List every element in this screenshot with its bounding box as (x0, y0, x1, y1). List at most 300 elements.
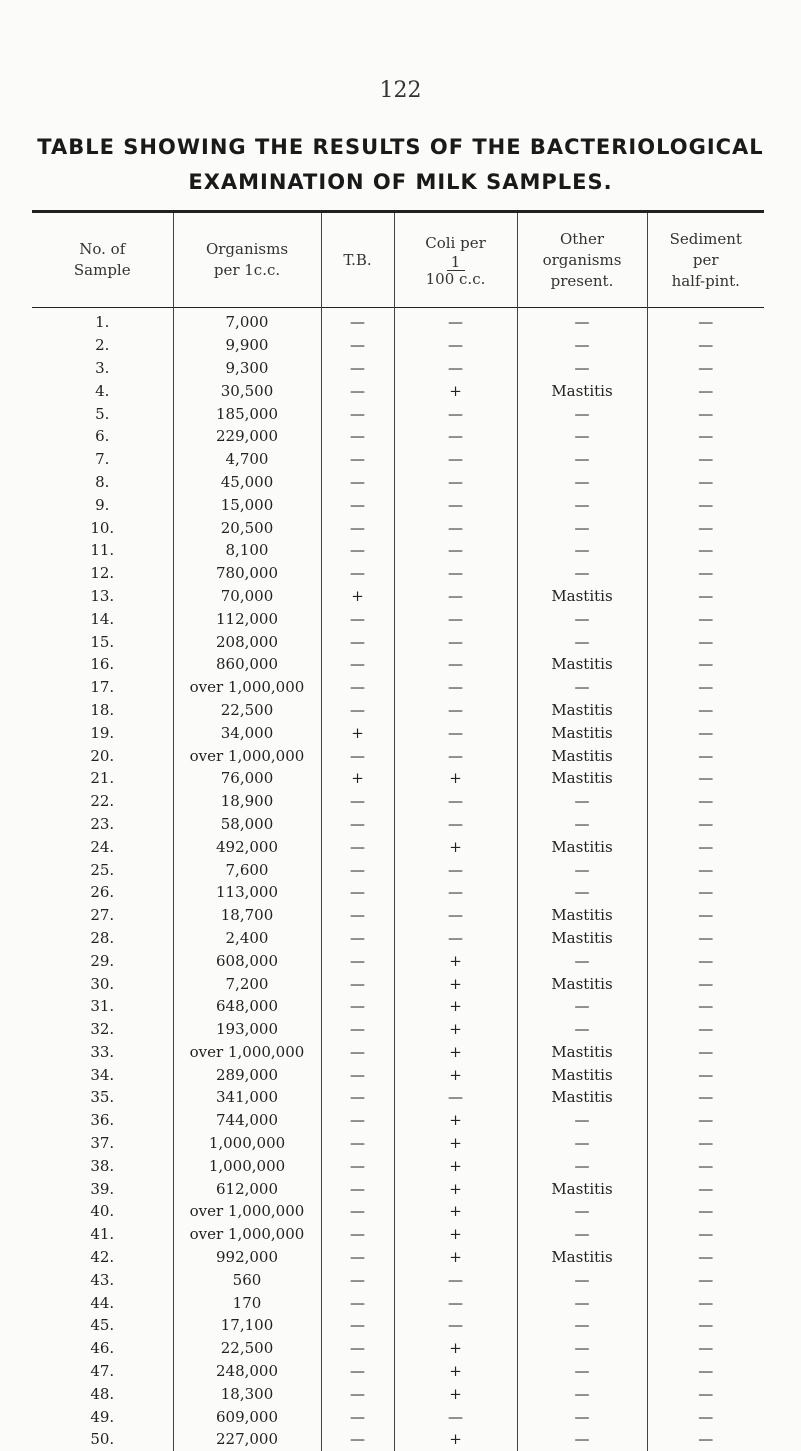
cell-sample-no: 31. (90, 997, 115, 1016)
cell-sample-no: 49. (90, 1407, 115, 1426)
cell-tb: — (321, 676, 394, 699)
cell-sample-no: 32. (90, 1020, 115, 1039)
cell-organisms: 58,000 (173, 813, 321, 836)
cell-sediment: — (647, 402, 764, 425)
cell-coli: + (394, 1109, 517, 1132)
cell-sediment: — (647, 1200, 764, 1223)
cell-tb: — (321, 1337, 394, 1360)
cell-coli: — (394, 790, 517, 813)
cell-sediment: — (647, 1268, 764, 1291)
cell-other-organisms: Mastitis (517, 904, 647, 927)
cell-other-organisms: — (517, 493, 647, 516)
page-title (0, 130, 801, 200)
cell-tb: + (321, 721, 394, 744)
cell-other-organisms: Mastitis (517, 1086, 647, 1109)
table-row (32, 1041, 764, 1064)
cell-tb: — (321, 471, 394, 494)
cell-coli: — (394, 562, 517, 585)
cell-other-organisms: — (517, 516, 647, 539)
cell-coli: — (394, 607, 517, 630)
cell-other-organisms: — (517, 1154, 647, 1177)
table-row (32, 1360, 764, 1383)
cell-tb: — (321, 1223, 394, 1246)
cell-sample-no: 3. (95, 358, 110, 377)
cell-coli: — (394, 721, 517, 744)
cell-organisms: 7,000 (173, 307, 321, 334)
cell-organisms: 648,000 (173, 995, 321, 1018)
cell-sample-no: 17. (90, 678, 115, 697)
cell-other-organisms: — (517, 1360, 647, 1383)
cell-sediment: — (647, 1246, 764, 1269)
cell-coli: + (394, 1063, 517, 1086)
cell-coli: + (394, 379, 517, 402)
cell-other-organisms: Mastitis (517, 744, 647, 767)
cell-tb: — (321, 402, 394, 425)
cell-other-organisms: — (517, 402, 647, 425)
table-row (32, 539, 764, 562)
cell-other-organisms: — (517, 539, 647, 562)
cell-organisms: over 1,000,000 (173, 676, 321, 699)
cell-sample-no: 2. (95, 336, 110, 355)
cell-sediment: — (647, 1086, 764, 1109)
cell-tb: — (321, 858, 394, 881)
cell-organisms: 113,000 (173, 881, 321, 904)
cell-sample-no: 14. (90, 609, 115, 628)
cell-other-organisms: Mastitis (517, 1063, 647, 1086)
cell-sample-no: 24. (90, 837, 115, 856)
cell-organisms: 112,000 (173, 607, 321, 630)
table-row (32, 379, 764, 402)
cell-organisms: 20,500 (173, 516, 321, 539)
cell-sediment: — (647, 562, 764, 585)
cell-organisms: 612,000 (173, 1177, 321, 1200)
cell-other-organisms: Mastitis (517, 835, 647, 858)
cell-sediment: — (647, 425, 764, 448)
cell-tb: — (321, 949, 394, 972)
cell-organisms: 229,000 (173, 425, 321, 448)
cell-sample-no: 29. (90, 951, 115, 970)
table-row (32, 1314, 764, 1337)
table-row (32, 835, 764, 858)
cell-other-organisms: — (517, 357, 647, 380)
cell-coli: — (394, 493, 517, 516)
cell-organisms: 193,000 (173, 1018, 321, 1041)
cell-sediment: — (647, 379, 764, 402)
table-row (32, 425, 764, 448)
table-row (32, 1177, 764, 1200)
cell-sediment: — (647, 904, 764, 927)
header-no-of-sample: No. of Sample (73, 240, 131, 279)
cell-tb: — (321, 379, 394, 402)
cell-sample-no: 47. (90, 1362, 115, 1381)
cell-tb: — (321, 995, 394, 1018)
cell-other-organisms: Mastitis (517, 699, 647, 722)
cell-other-organisms: Mastitis (517, 379, 647, 402)
cell-coli: — (394, 676, 517, 699)
cell-organisms: 34,000 (173, 721, 321, 744)
cell-sediment: — (647, 334, 764, 357)
cell-other-organisms: — (517, 676, 647, 699)
cell-tb: — (321, 1268, 394, 1291)
cell-sample-no: 28. (90, 928, 115, 947)
table-row (32, 1018, 764, 1041)
cell-sample-no: 38. (90, 1156, 115, 1175)
cell-sediment: — (647, 357, 764, 380)
table-row (32, 949, 764, 972)
cell-coli: + (394, 972, 517, 995)
cell-organisms: 860,000 (173, 653, 321, 676)
cell-sample-no: 5. (95, 404, 110, 423)
cell-organisms: 992,000 (173, 1246, 321, 1269)
cell-coli: — (394, 1268, 517, 1291)
table-row (32, 813, 764, 836)
cell-sample-no: 27. (90, 906, 115, 925)
cell-sample-no: 15. (90, 632, 115, 651)
table-row (32, 1246, 764, 1269)
table-row (32, 972, 764, 995)
cell-organisms: 289,000 (173, 1063, 321, 1086)
cell-sediment: — (647, 1405, 764, 1428)
table-row (32, 307, 764, 334)
cell-sample-no: 25. (90, 860, 115, 879)
cell-sediment: — (647, 1337, 764, 1360)
header-sediment: Sediment per half-pint. (647, 213, 764, 307)
cell-sample-no: 21. (90, 769, 115, 788)
cell-sample-no: 7. (95, 450, 110, 469)
cell-sediment: — (647, 307, 764, 334)
cell-other-organisms: — (517, 1314, 647, 1337)
cell-sediment: — (647, 630, 764, 653)
table-row (32, 767, 764, 790)
cell-sample-no: 41. (90, 1225, 115, 1244)
cell-other-organisms: Mastitis (517, 585, 647, 608)
cell-tb: — (321, 835, 394, 858)
cell-tb: — (321, 813, 394, 836)
table-row (32, 607, 764, 630)
table-row (32, 1268, 764, 1291)
cell-other-organisms: Mastitis (517, 1246, 647, 1269)
cell-sediment: — (647, 1041, 764, 1064)
table-row (32, 471, 764, 494)
cell-coli: — (394, 881, 517, 904)
cell-other-organisms: — (517, 1337, 647, 1360)
cell-sample-no: 39. (90, 1179, 115, 1198)
cell-organisms: 1,000,000 (173, 1132, 321, 1155)
cell-organisms: 248,000 (173, 1360, 321, 1383)
cell-organisms: over 1,000,000 (173, 1223, 321, 1246)
cell-sample-no: 26. (90, 883, 115, 902)
cell-tb: — (321, 1132, 394, 1155)
cell-organisms: 608,000 (173, 949, 321, 972)
cell-sediment: — (647, 676, 764, 699)
cell-sediment: — (647, 1291, 764, 1314)
cell-other-organisms: — (517, 1132, 647, 1155)
cell-coli: + (394, 1382, 517, 1405)
cell-other-organisms: Mastitis (517, 721, 647, 744)
table-row (32, 562, 764, 585)
table-row (32, 904, 764, 927)
cell-tb: — (321, 1405, 394, 1428)
cell-organisms: 609,000 (173, 1405, 321, 1428)
cell-sample-no: 13. (90, 586, 115, 605)
cell-coli: + (394, 835, 517, 858)
table-row (32, 858, 764, 881)
table-row (32, 744, 764, 767)
cell-tb: — (321, 493, 394, 516)
cell-other-organisms: Mastitis (517, 1177, 647, 1200)
table-row (32, 1063, 764, 1086)
table-row (32, 516, 764, 539)
cell-sample-no: 40. (90, 1202, 115, 1221)
cell-other-organisms: — (517, 1200, 647, 1223)
cell-sample-no: 37. (90, 1134, 115, 1153)
cell-sediment: — (647, 1360, 764, 1383)
cell-sediment: — (647, 813, 764, 836)
cell-coli: — (394, 471, 517, 494)
cell-organisms: 15,000 (173, 493, 321, 516)
cell-organisms: over 1,000,000 (173, 1041, 321, 1064)
table-row (32, 448, 764, 471)
cell-sample-no: 35. (90, 1088, 115, 1107)
table-row (32, 1154, 764, 1177)
cell-organisms: 744,000 (173, 1109, 321, 1132)
cell-sediment: — (647, 744, 764, 767)
cell-sample-no: 36. (90, 1111, 115, 1130)
cell-other-organisms: — (517, 562, 647, 585)
cell-sediment: — (647, 516, 764, 539)
cell-sediment: — (647, 653, 764, 676)
cell-organisms: 18,700 (173, 904, 321, 927)
cell-coli: — (394, 425, 517, 448)
table-row (32, 585, 764, 608)
cell-organisms: 9,900 (173, 334, 321, 357)
cell-organisms: 170 (173, 1291, 321, 1314)
table-row (32, 699, 764, 722)
cell-organisms: 341,000 (173, 1086, 321, 1109)
cell-sample-no: 22. (90, 792, 115, 811)
cell-sediment: — (647, 1132, 764, 1155)
cell-other-organisms: — (517, 881, 647, 904)
cell-sample-no: 42. (90, 1248, 115, 1267)
cell-organisms: 8,100 (173, 539, 321, 562)
cell-sample-no: 4. (95, 381, 110, 400)
cell-coli: + (394, 767, 517, 790)
table-row (32, 1200, 764, 1223)
cell-sediment: — (647, 790, 764, 813)
cell-other-organisms: — (517, 1291, 647, 1314)
cell-tb: — (321, 1109, 394, 1132)
cell-tb: — (321, 1428, 394, 1451)
cell-sediment: — (647, 1428, 764, 1451)
cell-sample-no: 23. (90, 814, 115, 833)
milk-samples-table (32, 213, 764, 1451)
table-row (32, 630, 764, 653)
cell-organisms: 9,300 (173, 357, 321, 380)
cell-sample-no: 43. (90, 1270, 115, 1289)
cell-coli: — (394, 334, 517, 357)
cell-sample-no: 19. (90, 723, 115, 742)
cell-sediment: — (647, 1382, 764, 1405)
cell-other-organisms: — (517, 1382, 647, 1405)
cell-sediment: — (647, 881, 764, 904)
cell-coli: + (394, 1018, 517, 1041)
cell-other-organisms: — (517, 607, 647, 630)
cell-coli: — (394, 1086, 517, 1109)
cell-sample-no: 33. (90, 1042, 115, 1061)
cell-sediment: — (647, 699, 764, 722)
cell-coli: — (394, 699, 517, 722)
cell-tb: — (321, 630, 394, 653)
cell-other-organisms: Mastitis (517, 653, 647, 676)
cell-other-organisms: — (517, 1268, 647, 1291)
table-row (32, 1086, 764, 1109)
cell-coli: + (394, 1428, 517, 1451)
cell-coli: — (394, 653, 517, 676)
cell-organisms: 7,600 (173, 858, 321, 881)
header-other-organisms: Other organisms present. (517, 213, 647, 307)
cell-tb: — (321, 881, 394, 904)
cell-other-organisms: — (517, 790, 647, 813)
cell-sediment: — (647, 585, 764, 608)
cell-sample-no: 12. (90, 564, 115, 583)
page-number: 122 (379, 78, 422, 103)
cell-sediment: — (647, 972, 764, 995)
cell-tb: — (321, 1063, 394, 1086)
header-organisms: Organisms per 1c.c. (173, 213, 321, 307)
cell-coli: — (394, 402, 517, 425)
cell-coli: + (394, 995, 517, 1018)
cell-sediment: — (647, 1177, 764, 1200)
cell-other-organisms: — (517, 471, 647, 494)
cell-organisms: 18,900 (173, 790, 321, 813)
cell-sediment: — (647, 493, 764, 516)
cell-sample-no: 44. (90, 1293, 115, 1312)
cell-coli: — (394, 585, 517, 608)
cell-tb: — (321, 1018, 394, 1041)
cell-tb: — (321, 1200, 394, 1223)
cell-tb: — (321, 1382, 394, 1405)
cell-sediment: — (647, 1223, 764, 1246)
cell-organisms: 560 (173, 1268, 321, 1291)
cell-tb: — (321, 1314, 394, 1337)
cell-other-organisms: — (517, 334, 647, 357)
cell-tb: — (321, 425, 394, 448)
cell-other-organisms: — (517, 1109, 647, 1132)
cell-sample-no: 10. (90, 518, 115, 537)
cell-sediment: — (647, 539, 764, 562)
cell-other-organisms: — (517, 813, 647, 836)
cell-other-organisms: — (517, 949, 647, 972)
cell-tb: — (321, 904, 394, 927)
cell-tb: — (321, 516, 394, 539)
cell-sample-no: 8. (95, 472, 110, 491)
cell-coli: — (394, 357, 517, 380)
cell-sample-no: 45. (90, 1316, 115, 1335)
cell-coli: — (394, 1314, 517, 1337)
cell-tb: — (321, 307, 394, 334)
cell-organisms: 227,000 (173, 1428, 321, 1451)
cell-coli: — (394, 813, 517, 836)
cell-other-organisms: — (517, 1223, 647, 1246)
cell-sample-no: 16. (90, 655, 115, 674)
cell-tb: — (321, 927, 394, 950)
cell-sample-no: 11. (90, 541, 115, 560)
cell-sample-no: 48. (90, 1384, 115, 1403)
cell-other-organisms: — (517, 1405, 647, 1428)
cell-sediment: — (647, 1063, 764, 1086)
cell-other-organisms: — (517, 425, 647, 448)
cell-organisms: over 1,000,000 (173, 744, 321, 767)
cell-organisms: 7,200 (173, 972, 321, 995)
cell-tb: — (321, 357, 394, 380)
cell-tb: — (321, 744, 394, 767)
cell-sediment: — (647, 1018, 764, 1041)
cell-coli: — (394, 448, 517, 471)
cell-sample-no: 9. (95, 495, 110, 514)
cell-other-organisms: Mastitis (517, 972, 647, 995)
cell-tb: — (321, 334, 394, 357)
cell-organisms: 185,000 (173, 402, 321, 425)
cell-coli: + (394, 1041, 517, 1064)
cell-coli: — (394, 1291, 517, 1314)
cell-other-organisms: — (517, 858, 647, 881)
cell-other-organisms: — (517, 448, 647, 471)
cell-coli: — (394, 858, 517, 881)
cell-other-organisms: Mastitis (517, 767, 647, 790)
cell-tb: + (321, 585, 394, 608)
cell-sample-no: 6. (95, 427, 110, 446)
title-line-2: EXAMINATION OF MILK SAMPLES. (188, 170, 613, 194)
cell-sediment: — (647, 949, 764, 972)
table-row (32, 881, 764, 904)
cell-sample-no: 18. (90, 700, 115, 719)
cell-tb: + (321, 767, 394, 790)
cell-other-organisms: — (517, 1428, 647, 1451)
cell-tb: — (321, 790, 394, 813)
cell-tb: — (321, 699, 394, 722)
cell-coli: + (394, 1246, 517, 1269)
cell-tb: — (321, 653, 394, 676)
cell-organisms: 70,000 (173, 585, 321, 608)
table-row (32, 334, 764, 357)
cell-coli: — (394, 927, 517, 950)
cell-organisms: 76,000 (173, 767, 321, 790)
cell-coli: + (394, 1132, 517, 1155)
cell-sample-no: 46. (90, 1339, 115, 1358)
table-row (32, 1405, 764, 1428)
cell-sediment: — (647, 858, 764, 881)
cell-coli: — (394, 630, 517, 653)
cell-coli: + (394, 1154, 517, 1177)
cell-tb: — (321, 607, 394, 630)
cell-tb: — (321, 1154, 394, 1177)
cell-sample-no: 20. (90, 746, 115, 765)
cell-sediment: — (647, 471, 764, 494)
cell-organisms: 1,000,000 (173, 1154, 321, 1177)
table-row (32, 1291, 764, 1314)
cell-other-organisms: — (517, 307, 647, 334)
table-row (32, 653, 764, 676)
cell-tb: — (321, 1291, 394, 1314)
cell-organisms: 780,000 (173, 562, 321, 585)
cell-organisms: 2,400 (173, 927, 321, 950)
cell-organisms: 4,700 (173, 448, 321, 471)
table-row (32, 493, 764, 516)
cell-organisms: 22,500 (173, 1337, 321, 1360)
table-row (32, 1337, 764, 1360)
cell-other-organisms: Mastitis (517, 927, 647, 950)
cell-sample-no: 1. (95, 313, 110, 332)
